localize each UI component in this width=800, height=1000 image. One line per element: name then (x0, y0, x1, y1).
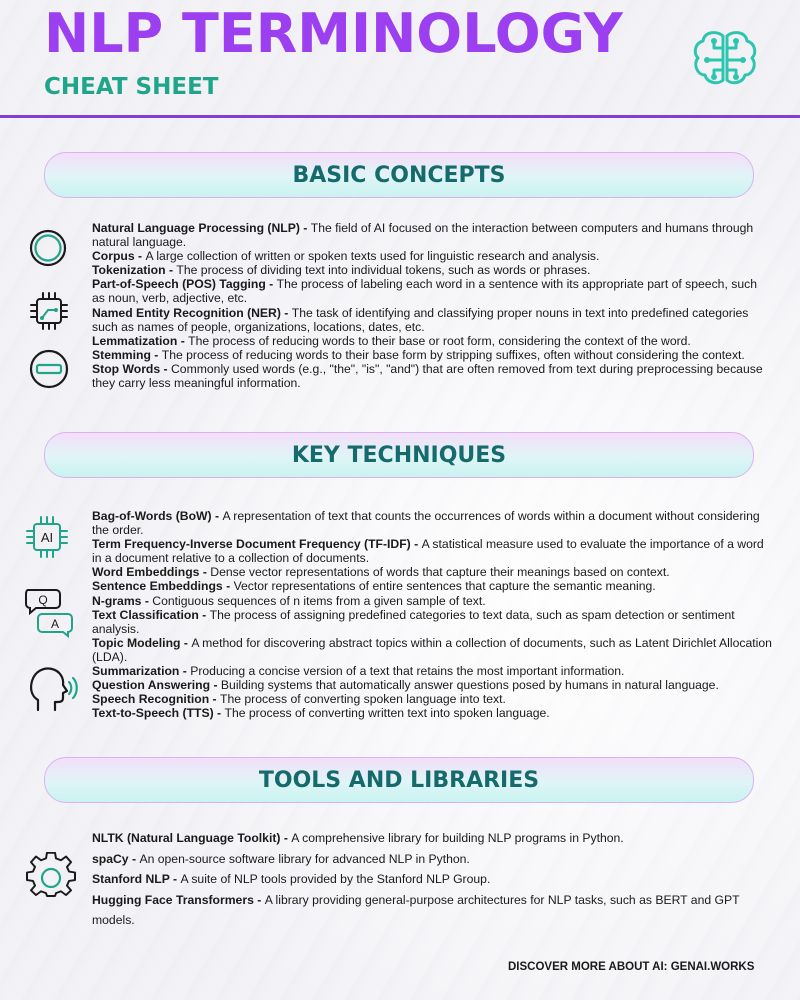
page-header (0, 0, 800, 116)
svg-text:A: A (50, 617, 60, 631)
brain-circuit-icon (692, 28, 758, 88)
page-subtitle: CHEAT SHEET (44, 74, 219, 100)
ai-chip-icon (24, 514, 70, 560)
list-item: Hugging Face Transformers - A library providing general-purpose architectures for NLP tasks, such as BERT and GPT models. (92, 892, 740, 927)
gear-icon (26, 852, 76, 902)
svg-text:AI: AI (40, 530, 54, 545)
list-item: Lemmatization - The process of reducing words to their base or root form, considering the context of the word. (92, 333, 691, 348)
list-item: Summarization - Producing a concise version of a text that retains the most important information. (92, 664, 625, 679)
list-item: Stop Words - Commonly used words (e.g., "the", "is", "and") that are often removed from text during preprocessing because they carry less meaningful information. (92, 361, 763, 391)
list-item: Text Classification - The process of assigning predefined categories to text data, such as spam detection or sentiment analysis. (92, 607, 735, 636)
list-item: N-grams - Contiguous sequences of n items from a given sample of text. (92, 593, 486, 608)
list-item: Named Entity Recognition (NER) - The task of identifying and classifying proper nouns in text into predefined categories such as names of people, organizations, locations, dates, etc. (92, 305, 749, 334)
list-item: NLTK (Natural Language Toolkit) - A comprehensive library for building NLP programs in Python. (92, 831, 624, 845)
list-item: Topic Modeling - A method for discovering abstract topics within a collection of documents, such as Latent Dirichlet Allocation (LDA). (92, 635, 772, 664)
svg-text:Q: Q (38, 593, 48, 607)
list-item: spaCy - An open-source software library for advanced NLP in Python. (92, 851, 470, 866)
speaking-head-icon (28, 664, 80, 714)
circuit-chip-icon (28, 290, 70, 332)
qa-bubbles-icon (24, 586, 74, 638)
list-item: Text-to-Speech (TTS) - The process of converting written text into spoken language. (92, 706, 550, 721)
list-item: Part-of-Speech (POS) Tagging - The process of labeling each word in a sentence with its appropriate part of speech, such as noun, verb, adjective, etc. (92, 277, 757, 306)
section-title: TOOLS AND LIBRARIES (258, 767, 540, 793)
list-item: Stanford NLP - A suite of NLP tools provided by the Stanford NLP Group. (92, 872, 491, 886)
basic-concepts-list (92, 221, 772, 390)
circle-icon (28, 228, 68, 268)
list-item: Corpus - A large collection of written or spoken texts used for linguistic research and analysis. (92, 249, 600, 264)
list-item: Bag-of-Words (BoW) - A representation of text that counts the occurrences of words within a document without considering the order. (92, 509, 760, 538)
page-title: NLP TERMINOLOGY (44, 2, 623, 65)
list-item: Speech Recognition - The process of converting spoken language into text. (92, 692, 506, 707)
list-item: Term Frequency-Inverse Document Frequency (TF-IDF) - A statistical measure used to evaluate the importance of a word in a document relative to a collection of documents. (92, 537, 764, 566)
section-banner-tools-and-libraries (44, 757, 754, 803)
footer-link[interactable]: DISCOVER MORE ABOUT AI: GENAI.WORKS (508, 961, 755, 973)
section-banner-key-techniques (44, 432, 754, 478)
list-item: Sentence Embeddings - Vector representations of entire sentences that capture the semantic meaning. (92, 579, 656, 594)
section-title: KEY TECHNIQUES (291, 442, 507, 468)
list-item: Tokenization - The process of dividing text into individual tokens, such as words or phrases. (92, 263, 591, 278)
minus-circle-icon (28, 348, 70, 390)
header-divider (0, 115, 800, 118)
section-banner-basic-concepts (44, 152, 754, 198)
section-title: BASIC CONCEPTS (292, 162, 506, 188)
tools-libraries-list (92, 828, 772, 931)
key-techniques-list (92, 509, 772, 720)
list-item: Natural Language Processing (NLP) - The field of AI focused on the interaction between computers and humans through natural language. (92, 221, 754, 250)
list-item: Question Answering - Building systems that automatically answer questions posed by humans in natural language. (92, 678, 719, 693)
list-item: Word Embeddings - Dense vector representations of words that capture their meanings based on context. (92, 565, 670, 580)
list-item: Stemming - The process of reducing words to their base form by stripping suffixes, often without considering the context. (92, 347, 745, 362)
